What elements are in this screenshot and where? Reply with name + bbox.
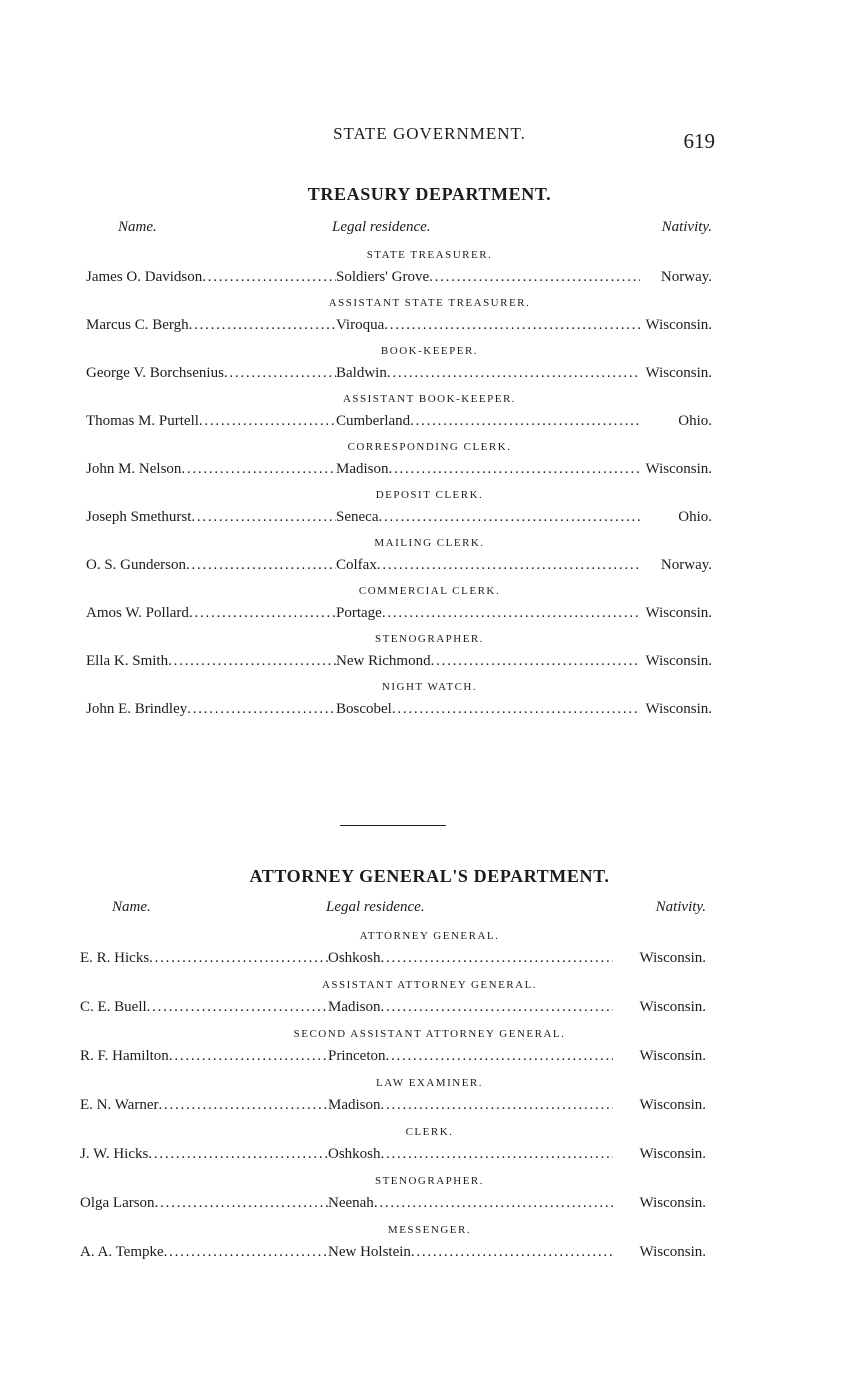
nativity: Wisconsin. bbox=[645, 605, 712, 621]
nativity: Wisconsin. bbox=[645, 317, 712, 333]
list-item bbox=[0, 1174, 859, 1213]
office-title: STATE TREASURER. bbox=[366, 249, 493, 261]
dot-leader bbox=[410, 411, 640, 431]
officer-name: Olga Larson bbox=[80, 1195, 155, 1211]
officer-name: George V. Borchsenius bbox=[86, 365, 224, 381]
office-title: DEPOSIT CLERK. bbox=[375, 489, 484, 501]
residence-column-header: Legal residence. bbox=[332, 219, 431, 235]
officer-name: Ella K. Smith bbox=[86, 653, 169, 669]
dot-leader bbox=[224, 363, 336, 383]
office-holder-row bbox=[0, 1046, 859, 1066]
nativity: Wisconsin. bbox=[645, 365, 712, 381]
nativity: Wisconsin. bbox=[639, 1097, 706, 1113]
dot-leader bbox=[389, 459, 641, 479]
dot-leader bbox=[199, 411, 336, 431]
office-holder-row bbox=[0, 1242, 859, 1262]
treasury-department-section bbox=[0, 184, 859, 719]
dot-leader bbox=[377, 555, 640, 575]
office-holder-row bbox=[0, 267, 859, 287]
column-headers bbox=[0, 219, 859, 239]
legal-residence: Madison bbox=[328, 999, 381, 1015]
office-title: NIGHT WATCH. bbox=[381, 681, 478, 693]
list-item bbox=[0, 929, 859, 968]
dot-leader bbox=[155, 1193, 328, 1213]
office-holder-row bbox=[0, 459, 859, 479]
officer-name: R. F. Hamilton bbox=[80, 1048, 169, 1064]
dot-leader bbox=[411, 1242, 613, 1262]
office-title: COMMERCIAL CLERK. bbox=[358, 585, 501, 597]
office-holder-row bbox=[0, 411, 859, 431]
nativity: Wisconsin. bbox=[639, 1195, 706, 1211]
list-item bbox=[0, 248, 859, 287]
office-holder-row bbox=[0, 315, 859, 335]
office-holder-row bbox=[0, 603, 859, 623]
dot-leader bbox=[186, 555, 336, 575]
office-holder-row bbox=[0, 507, 859, 527]
legal-residence: Viroqua bbox=[336, 317, 385, 333]
dot-leader bbox=[189, 315, 336, 335]
office-holder-row bbox=[0, 363, 859, 383]
legal-residence: Boscobel bbox=[336, 701, 392, 717]
list-item bbox=[0, 584, 859, 623]
treasury-entries bbox=[0, 248, 859, 719]
nativity: Wisconsin. bbox=[639, 1146, 706, 1162]
office-title: BOOK-KEEPER. bbox=[380, 345, 479, 357]
list-item bbox=[0, 632, 859, 671]
list-item bbox=[0, 488, 859, 527]
dot-leader bbox=[378, 507, 640, 527]
attorney-general-entries bbox=[0, 929, 859, 1262]
legal-residence: Oshkosh bbox=[328, 950, 381, 966]
office-title: STENOGRAPHER. bbox=[374, 633, 485, 645]
legal-residence: Neenah bbox=[328, 1195, 374, 1211]
office-title: CORRESPONDING CLERK. bbox=[347, 441, 512, 453]
office-holder-row bbox=[0, 997, 859, 1017]
residence-column-header: Legal residence. bbox=[326, 899, 425, 915]
dot-leader bbox=[381, 1144, 613, 1164]
nativity: Wisconsin. bbox=[645, 461, 712, 477]
list-item bbox=[0, 296, 859, 335]
nativity: Wisconsin. bbox=[645, 701, 712, 717]
list-item bbox=[0, 1125, 859, 1164]
officer-name: J. W. Hicks bbox=[80, 1146, 149, 1162]
list-item bbox=[0, 978, 859, 1017]
dot-leader bbox=[148, 1144, 328, 1164]
officer-name: E. R. Hicks bbox=[80, 950, 150, 966]
dot-leader bbox=[189, 603, 336, 623]
dot-leader bbox=[387, 363, 640, 383]
nativity: Ohio. bbox=[678, 509, 712, 525]
office-title: ASSISTANT ATTORNEY GENERAL. bbox=[321, 979, 538, 991]
nativity: Norway. bbox=[660, 557, 712, 573]
office-holder-row bbox=[0, 651, 859, 671]
legal-residence: Baldwin bbox=[336, 365, 387, 381]
nativity: Wisconsin. bbox=[645, 653, 712, 669]
legal-residence: Madison bbox=[336, 461, 389, 477]
dot-leader bbox=[147, 997, 328, 1017]
office-holder-row bbox=[0, 1095, 859, 1115]
legal-residence: Princeton bbox=[328, 1048, 386, 1064]
list-item bbox=[0, 680, 859, 719]
office-title: ATTORNEY GENERAL. bbox=[359, 930, 500, 942]
office-title: ASSISTANT STATE TREASURER. bbox=[328, 297, 531, 309]
legal-residence: Seneca bbox=[336, 509, 379, 525]
officer-name: Joseph Smethurst bbox=[86, 509, 192, 525]
dot-leader bbox=[431, 651, 640, 671]
nativity-column-header: Nativity. bbox=[661, 219, 712, 235]
list-item bbox=[0, 440, 859, 479]
office-title: MESSENGER. bbox=[387, 1224, 472, 1236]
name-column-header: Name. bbox=[112, 899, 151, 915]
dot-leader bbox=[384, 315, 640, 335]
dot-leader bbox=[392, 699, 640, 719]
officer-name: James O. Davidson bbox=[86, 269, 203, 285]
legal-residence: Oshkosh bbox=[328, 1146, 381, 1162]
office-title: LAW EXAMINER. bbox=[375, 1077, 484, 1089]
page-number: 619 bbox=[683, 129, 715, 153]
list-item bbox=[0, 344, 859, 383]
dot-leader bbox=[164, 1242, 328, 1262]
dot-leader bbox=[187, 699, 336, 719]
officer-name: C. E. Buell bbox=[80, 999, 147, 1015]
officer-name: Marcus C. Bergh bbox=[86, 317, 189, 333]
list-item bbox=[0, 1076, 859, 1115]
dot-leader bbox=[382, 603, 640, 623]
dot-leader bbox=[381, 948, 613, 968]
nativity: Ohio. bbox=[678, 413, 712, 429]
nativity: Wisconsin. bbox=[639, 950, 706, 966]
office-title: MAILING CLERK. bbox=[374, 537, 485, 549]
section-divider bbox=[340, 825, 446, 826]
dot-leader bbox=[191, 507, 336, 527]
legal-residence: New Richmond bbox=[336, 653, 431, 669]
office-holder-row bbox=[0, 699, 859, 719]
dot-leader bbox=[386, 1046, 614, 1066]
section-title: TREASURY DEPARTMENT. bbox=[307, 184, 552, 204]
dot-leader bbox=[381, 997, 614, 1017]
running-head: STATE GOVERNMENT. bbox=[333, 124, 526, 143]
officer-name: O. S. Gunderson bbox=[86, 557, 186, 573]
dot-leader bbox=[181, 459, 336, 479]
legal-residence: Portage bbox=[336, 605, 382, 621]
office-title: SECOND ASSISTANT ATTORNEY GENERAL. bbox=[293, 1028, 566, 1040]
column-headers bbox=[0, 899, 859, 919]
dot-leader bbox=[374, 1193, 613, 1213]
office-holder-row bbox=[0, 1193, 859, 1213]
nativity: Norway. bbox=[660, 269, 712, 285]
dot-leader bbox=[168, 651, 336, 671]
legal-residence: New Holstein bbox=[328, 1244, 411, 1260]
section-title: ATTORNEY GENERAL'S DEPARTMENT. bbox=[249, 866, 610, 886]
nativity: Wisconsin. bbox=[639, 1244, 706, 1260]
list-item bbox=[0, 1223, 859, 1262]
officer-name: A. A. Tempke bbox=[80, 1244, 164, 1260]
legal-residence: Cumberland bbox=[336, 413, 411, 429]
nativity-column-header: Nativity. bbox=[655, 899, 706, 915]
office-holder-row bbox=[0, 1144, 859, 1164]
officer-name: John E. Brindley bbox=[86, 701, 188, 717]
nativity: Wisconsin. bbox=[639, 1048, 706, 1064]
dot-leader bbox=[149, 948, 328, 968]
legal-residence: Madison bbox=[328, 1097, 381, 1113]
dot-leader bbox=[429, 267, 640, 287]
office-title: ASSISTANT BOOK-KEEPER. bbox=[342, 393, 517, 405]
attorney-general-department-section bbox=[0, 866, 859, 1262]
office-title: STENOGRAPHER. bbox=[374, 1175, 485, 1187]
list-item bbox=[0, 1027, 859, 1066]
office-holder-row bbox=[0, 948, 859, 968]
officer-name: John M. Nelson bbox=[86, 461, 182, 477]
name-column-header: Name. bbox=[118, 219, 157, 235]
legal-residence: Soldiers' Grove bbox=[336, 269, 430, 285]
dot-leader bbox=[159, 1095, 329, 1115]
list-item bbox=[0, 536, 859, 575]
list-item bbox=[0, 392, 859, 431]
office-holder-row bbox=[0, 555, 859, 575]
officer-name: Amos W. Pollard bbox=[86, 605, 189, 621]
nativity: Wisconsin. bbox=[639, 999, 706, 1015]
dot-leader bbox=[169, 1046, 328, 1066]
legal-residence: Colfax bbox=[336, 557, 377, 573]
officer-name: E. N. Warner bbox=[80, 1097, 159, 1113]
dot-leader bbox=[202, 267, 336, 287]
office-title: CLERK. bbox=[405, 1126, 454, 1138]
officer-name: Thomas M. Purtell bbox=[86, 413, 199, 429]
dot-leader bbox=[381, 1095, 614, 1115]
